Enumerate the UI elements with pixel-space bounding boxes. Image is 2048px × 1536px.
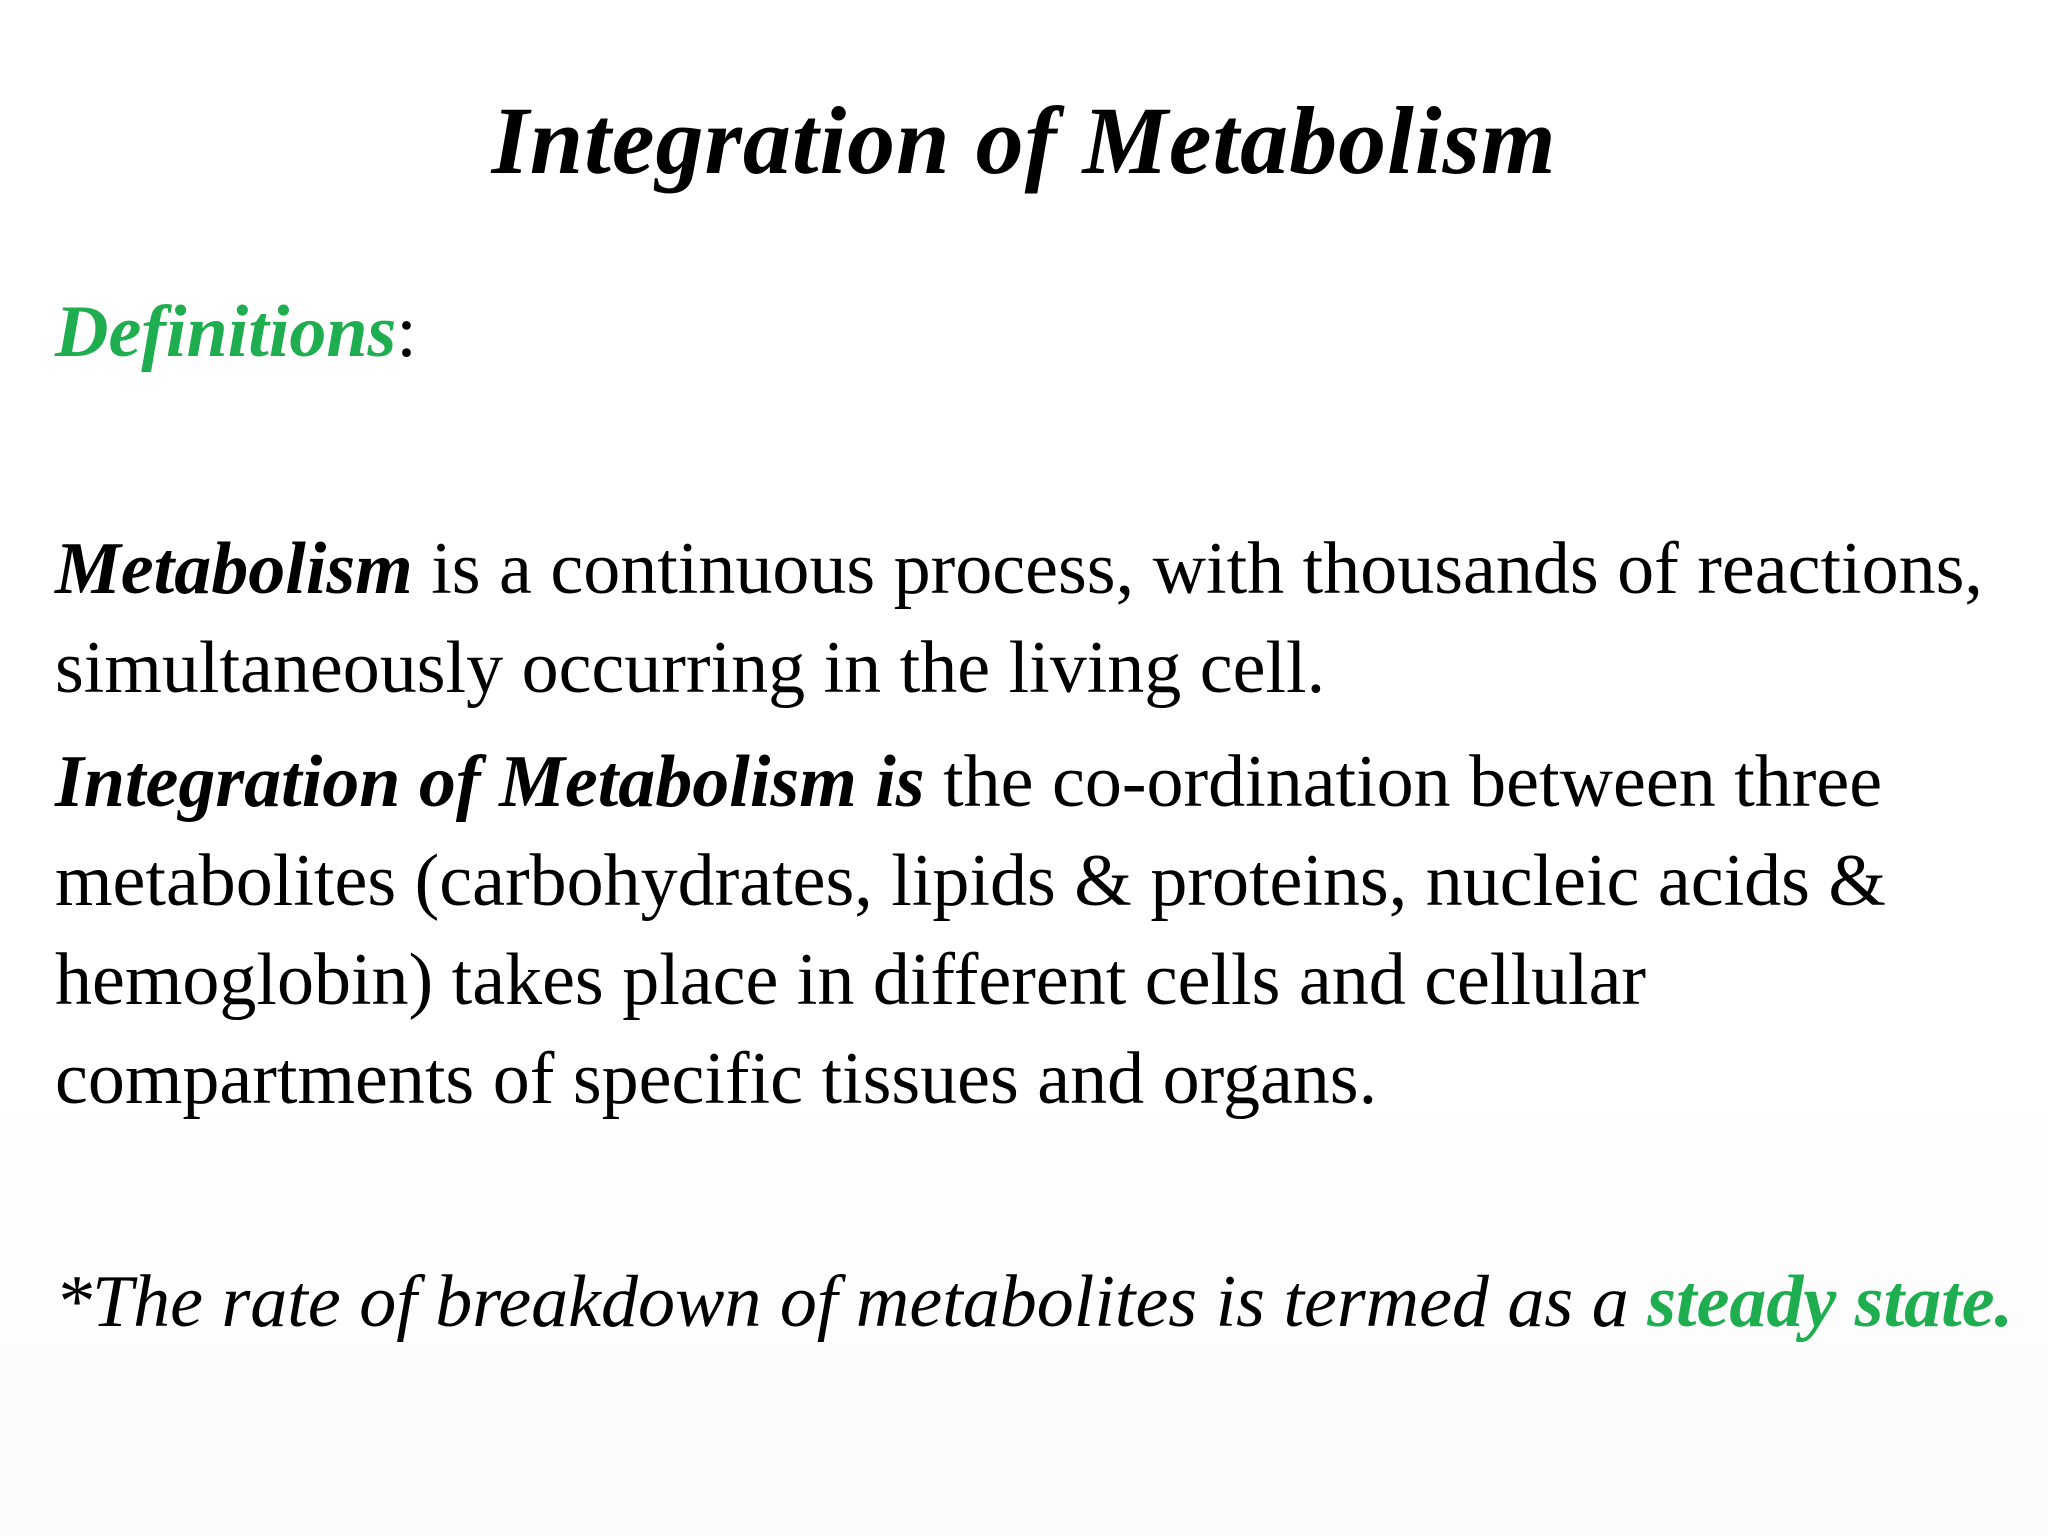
metabolism-definition-text: is a continuous process, with thousands of reactions, simultaneously occurring in the living cell. — [55, 528, 1983, 709]
definitions-colon: : — [396, 291, 417, 373]
integration-term: Integration of Metabolism is — [55, 741, 925, 823]
integration-definition — [55, 733, 2015, 1129]
steady-state-highlight: steady state. — [1647, 1261, 2014, 1343]
definitions-label: Definitions — [55, 291, 397, 373]
definitions-heading — [55, 288, 417, 377]
integration-definition-text: the co-ordination between three metabolites (carbohydrates, lipids & proteins, nucleic acids & hemoglobin) takes place in different cells and cellular compartments of specific tissues and organs. — [55, 741, 1886, 1120]
slide-title: Integration of Metabolism — [491, 87, 1557, 194]
steady-state-note — [55, 1253, 2015, 1351]
metabolism-definition — [55, 520, 2015, 718]
steady-state-note-text: *The rate of breakdown of metabolites is termed as a — [55, 1261, 1648, 1343]
metabolism-term: Metabolism — [55, 528, 413, 610]
